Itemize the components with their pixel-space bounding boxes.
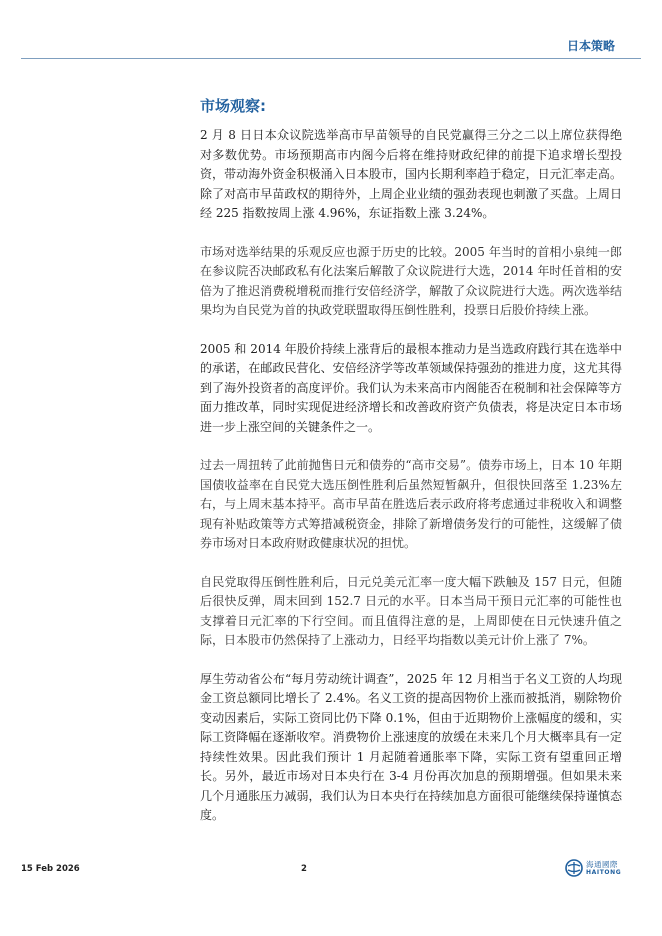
main-content (200, 126, 622, 845)
footer-date: 15 Feb 2026 (21, 864, 80, 874)
logo-text-en: HAITONG (586, 869, 622, 876)
paragraph-driving-force: 2005 和 2014 年股价持续上涨背后的最根本推动力是当选政府践行其在选举中的承诺，在邮政民营化、安倍经济学等改革领域保持强劲的推进力度，这尤其得到了海外投资者的高度评价。我们认为未来高市内阁能否在税制和社会保障等方面力推改革，同时实现促进经济增长和改善政府资产负债表，将是决定日本市场进一步上涨空间的关键条件之一。 (200, 341, 622, 434)
logo-text-cn: 海通國際 (586, 860, 618, 869)
paragraph-bond-market: 过去一周扭转了此前抛售日元和债券的“高市交易”。债券市场上，日本 10 年期国债收益率在自民党大选压倒性胜利后虽然短暂飙升，但很快回落至 1.23%左右，与上周末基本持平。高市早苗在胜选后表示政府将考虑通过非税收入和调整现有补贴政策等方式筹措减税资金，排除了新增债务发行的可能性，这缓解了债券市场对日本政府财政健康状况的担忧。 (200, 458, 622, 550)
page-number: 2 (301, 864, 307, 874)
paragraph-wages: 厚生劳动省公布“每月劳动统计调查”，2025 年 12 月相当于名义工资的人均现金工资总额同比增长了 2.4%。名义工资的提高因物价上涨而被抵消，剔除物价变动因素后，实际工资同比仍下降 0.1%，但由于近期物价上涨幅度的缓和，实际工资降幅在逐渐收窄。消费物价上涨速度的放缓在未来几个月大概率具有一定持续性效果。因此我们预计 1 月起随着通胀率下降，实际工资有望重回正增长。另外，最近市场对日本央行在 3-4 月份再次加息的预期增强。但如果未来几个月通胀压力减弱，我们认为日本央行在持续加息方面很可能继续保持谨慎态度。 (200, 671, 622, 822)
report-series-title: 日本策略 (566, 39, 615, 53)
section-title: 市场观察: (200, 97, 266, 115)
header-divider (21, 58, 641, 59)
haitong-logo (565, 858, 625, 878)
paragraph-yen-exchange: 自民党取得压倒性胜利后，日元兑美元汇率一度大幅下跌触及 157 日元，但随后很快反弹，周末回到 152.7 日元的水平。日本当局干预日元汇率的可能性也支撑着日元汇率的下行空间。而且值得注意的是，上周即使在日元快速升值之际，日本股市仍然保持了上涨动力，日经平均指数以美元计价上涨了 7%。 (200, 574, 622, 647)
paragraph-historical-comparison: 市场对选举结果的乐观反应也源于历史的比较。2005 年当时的首相小泉纯一郎在参议院否决邮政私有化法案后解散了众议院进行大选，2014 年时任首相的安倍为了推迟消费税增税而推行安倍经济学，解散了众议院进行大选。两次选举结果均为自民党为首的执政党联盟取得压倒性胜利，投票日后股价持续上涨。 (200, 244, 622, 317)
paragraph-election-result: 2 月 8 日日本众议院选举高市早苗领导的自民党赢得三分之二以上席位获得绝对多数优势。市场预期高市内阁今后将在维持财政纪律的前提下追求增长型投资，带动海外资金积极涌入日本股市，国内长期利率趋于稳定，日元汇率走高。除了对高市早苗政权的期待外，上周企业业绩的强劲表现也刺激了买盘。上周日经 225 指数按周上涨 4.96%，东证指数上涨 3.24%。 (200, 128, 622, 220)
haitong-logo-icon (565, 859, 583, 877)
